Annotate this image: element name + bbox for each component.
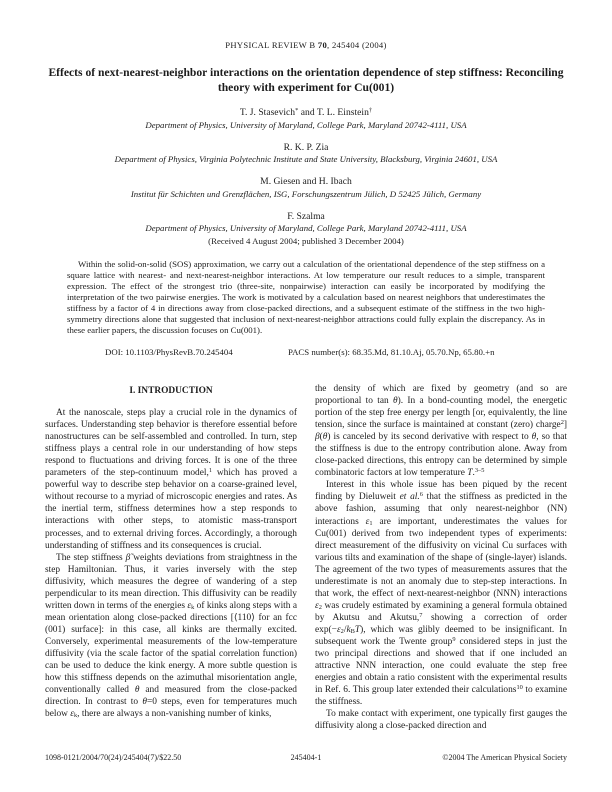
- author-block-1: [0, 107, 612, 130]
- body-paragraph: At the nanoscale, steps play a crucial role in the dynamics of surfaces. Understanding step behavior is therefore essential before nanostructures can be self-assembled and controlled. In turn, step stiffness plays a central role in our understanding of how steps respond to fluctuations and driving forces. It is one of the three parameters of the step-continuum model,$^1$ which has proved a powerful way to describe step behavior on a coarse-grained level, without recourse to a myriad of microscopic energies and rates. As the inertial term, stiffness determines how a step responds to interactions with other steps, to atomistic mass-transport processes, and to external driving forces. Accordingly, a thorough understanding of stiffness and its consequences is crucial.: [45, 408, 297, 551]
- author-affiliation: Department of Physics, Virginia Polytechnic Institute and State University, Blacksburg, Virginia 24601, USA: [114, 154, 498, 164]
- page-footer: [45, 753, 567, 762]
- right-column: [315, 383, 567, 732]
- author-names: R. K. P. Zia: [283, 141, 329, 153]
- author-affiliation: Department of Physics, University of Maryland, College Park, Maryland 20742-4111, USA: [145, 223, 467, 233]
- author-names: T. J. Stasevich* and T. L. Einstein†: [239, 107, 373, 118]
- doi: DOI: 10.1103/PhysRevB.70.245404: [105, 347, 233, 357]
- section-heading-introduction: I. INTRODUCTION: [129, 386, 213, 396]
- body-paragraph: the density of which are fixed by geometry (and so are proportional to tan θ). In a bond-counting model, the energetic portion of the step free energy per length [or, equivalently, the line tension, since the surface is maintained at constant (zero) charge$^2$] β(θ) is canceled by its second derivative with respect to θ, so that the stiffness is due to the entropy contribution alone. Away from close-packed directions, this entropy can be determined by simple combinatoric factors at low temperature T.$^{3-5}$: [315, 384, 567, 479]
- abstract: Within the solid-on-solid (SOS) approximation, we carry out a calculation of the orientational dependence of the step stiffness on a square lattice with nearest- and next-nearest-neighbor interactions. At low temperature our result reduces to a simple, transparent expression. The effect of the strongest trio (three-site, nonpairwise) interaction can easily be incorporated by modifying the interpretation of the two pairwise energies. The work is motivated by a calculation based on nearest neighbors that underestimates the stiffness by a factor of 4 in directions away from close-packed directions, and a subsequent estimate of the stiffness in the two high-symmetry directions alone that suggested that inclusion of next-nearest-neighbor attractions could fully explain the discrepancy. As in these earlier papers, the discussion focuses on Cu(001).: [67, 259, 545, 335]
- body-paragraph: Interest in this whole issue has been piqued by the recent finding by Dieluweit et al.$^6$ that the stiffness as predicted in the above fashion, assuming that only nearest-neighbor (NN) interactions $\varepsilon_1$ are important, underestimates the values for Cu(001) derived from two independent types of experiments: direct measurement of the diffusivity on vicinal Cu surfaces with various tilts and examination of the shape of (single-layer) islands. The agreement of the two types of measurements assures that the underestimate is not an anomaly due to step-step interactions. In that work, the effect of next-nearest-neighbor (NNN) interactions $\varepsilon_2$ was crudely estimated by examining a general formula obtained by Akutsu and Akutsu,$^7$ showing a correction of order $\exp(-\varepsilon_2/k_BT)$, which was glibly deemed to be insignificant. In subsequent work the Twente group$^9$ considered steps in just the two principal directions and showed that if one included an attractive NNN interaction, one could evaluate the step free energies and obtain a ratio consistent with the experimental results in Ref. 6. This group later extended their calculations$^{10}$ to examine the stiffness.: [315, 480, 568, 708]
- issn-copyright-code: 1098-0121/2004/70(24)/245404(7)/$22.50: [45, 753, 182, 762]
- two-column-body: [45, 383, 567, 732]
- journal-header: PHYSICAL REVIEW B 70, 245404 (2004): [225, 40, 387, 50]
- author-affiliation: Institut für Schichten und Grenzflächen, ISG, Forschungszentrum Jülich, D 52425 Jülich, Germany: [130, 188, 482, 199]
- body-paragraph: The step stiffness β̃ weights deviations from straightness in the step Hamiltonian. Thus, it varies inversely with the step diffusivity, which measures the degree of wandering of a step perpendicular to its mean direction. This diffusivity can be readily written down in terms of the energies $\varepsilon_k$ of kinks along steps with a mean orientation along close-packed directions [⟨110⟩ for an fcc (001) surface]: in this case, all kinks are thermally excited. Conversely, experimental measurements of the low-temperature diffusivity (via the scale factor of the spatial correlation function) can be used to deduce the kink energy. A more subtle question is how this stiffness depends on the azimuthal misorientation angle, conventionally called θ and measured from the close-packed direction. In contrast to θ=0 steps, even for temperatures much below $\varepsilon_k$, there are always a non-vanishing number of kinks,: [45, 552, 297, 720]
- pacs-numbers: PACS number(s): 68.35.Md, 81.10.Aj, 05.70.Np, 65.80.+n: [288, 347, 495, 357]
- copyright-notice: ©2004 The American Physical Society: [442, 753, 567, 762]
- doi-pacs-row: [0, 347, 612, 359]
- author-names: F. Szalma: [287, 210, 325, 222]
- body-paragraph: To make contact with experiment, one typically first gauges the diffusivity along a close-packed direction and: [315, 709, 567, 732]
- author-names: M. Giesen and H. Ibach: [260, 176, 352, 187]
- author-block-3: [0, 176, 612, 199]
- received-line: (Received 4 August 2004; published 3 December 2004): [208, 236, 404, 246]
- paper-title: Effects of next-nearest-neighbor interactions on the orientation dependence of step stiffness: Reconciling theory with experiment for Cu(001): [48, 66, 564, 94]
- left-column: [45, 383, 297, 732]
- page-number: 245404-1: [290, 753, 322, 762]
- author-block-2: [0, 142, 612, 165]
- author-affiliation: Department of Physics, University of Maryland, College Park, Maryland 20742-4111, USA: [145, 119, 467, 130]
- author-block-4: [0, 211, 612, 234]
